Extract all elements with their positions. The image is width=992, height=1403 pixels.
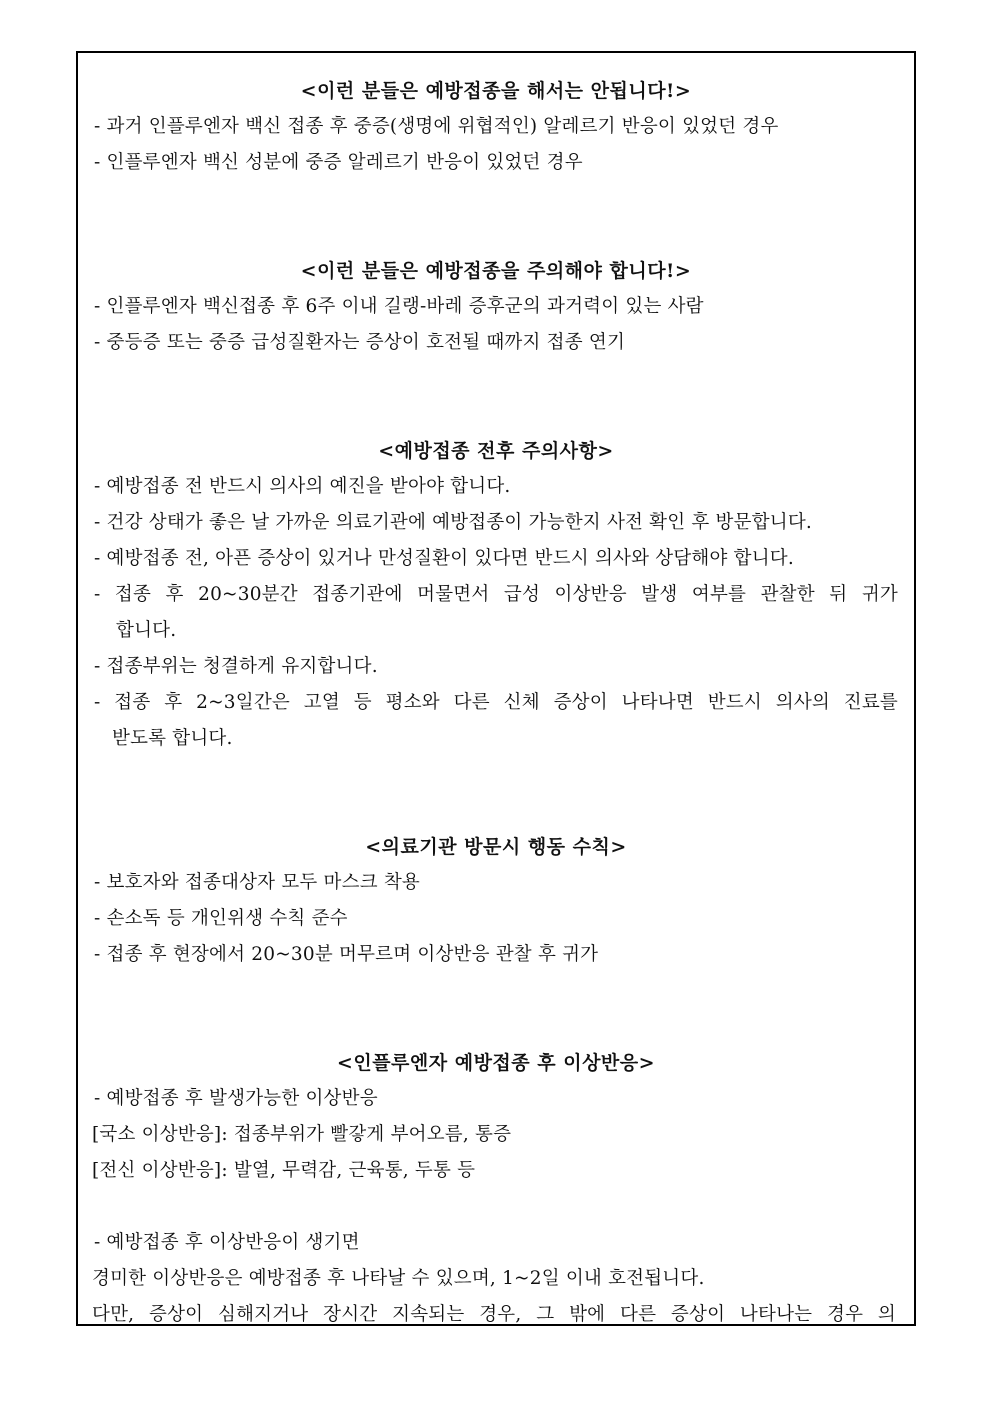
section-heading: <이런 분들은 예방접종을 해서는 안됩니다!>	[300, 80, 692, 102]
blank-line	[78, 1189, 914, 1225]
section-heading: <인플루엔자 예방접종 후 이상반응>	[336, 1052, 656, 1074]
list-item: - 보호자와 접종대상자 모두 마스크 착용	[94, 872, 420, 893]
section-heading: <의료기관 방문시 행동 수칙>	[365, 836, 627, 858]
section-heading: <이런 분들은 예방접종을 주의해야 합니다!>	[300, 260, 692, 282]
list-item-continuation: 합니다.	[116, 620, 177, 641]
paragraph-line: 경미한 이상반응은 예방접종 후 나타날 수 있으며, 1~2일 이내 호전됩니다.	[92, 1268, 705, 1289]
section-contraindications	[78, 73, 914, 181]
list-item: - 예방접종 후 발생가능한 이상반응	[94, 1088, 378, 1109]
list-item: - 인플루엔자 백신 성분에 중증 알레르기 반응이 있었던 경우	[94, 152, 583, 173]
list-item: - 접종 후 현장에서 20~30분 머무르며 이상반응 관찰 후 귀가	[94, 944, 599, 965]
list-item: - 접종 후 2~3일간은 고열 등 평소와 다른 신체 증상이 나타나면 반드시 의사의 진료를	[94, 692, 898, 713]
list-item: - 접종부위는 청결하게 유지합니다.	[94, 656, 378, 677]
list-item: - 인플루엔자 백신접종 후 6주 이내 길랭-바레 증후군의 과거력이 있는 사람	[94, 296, 704, 317]
list-item: - 중등증 또는 중증 급성질환자는 증상이 호전될 때까지 접종 연기	[94, 332, 626, 353]
list-item: - 예방접종 전, 아픈 증상이 있거나 만성질환이 있다면 반드시 의사와 상담해야 합니다.	[94, 548, 794, 569]
list-item: - 손소독 등 개인위생 수칙 준수	[94, 908, 348, 929]
section-clinic-visit-rules	[78, 829, 914, 973]
list-item: - 과거 인플루엔자 백신 접종 후 중증(생명에 위협적인) 알레르기 반응이 있었던 경우	[94, 116, 779, 137]
list-item: - 예방접종 전 반드시 의사의 예진을 받아야 합니다.	[94, 476, 511, 497]
list-item: - 예방접종 후 이상반응이 생기면	[94, 1232, 360, 1253]
paragraph-line: 다만, 증상이 심해지거나 장시간 지속되는 경우, 그 밖에 다른 증상이 나타나는 경우 의	[92, 1304, 896, 1325]
section-before-after-cautions	[78, 433, 914, 757]
list-item: - 접종 후 20~30분간 접종기관에 머물면서 급성 이상반응 발생 여부를 관찰한 뒤 귀가	[94, 584, 898, 605]
list-item: - 건강 상태가 좋은 날 가까운 의료기관에 예방접종이 가능한지 사전 확인 후 방문합니다.	[94, 512, 812, 533]
section-precautions	[78, 253, 914, 361]
section-heading: <예방접종 전후 주의사항>	[378, 440, 614, 462]
notice-document-box	[76, 51, 916, 1326]
list-item-continuation: 받도록 합니다.	[112, 728, 233, 749]
section-adverse-reactions	[78, 1045, 914, 1326]
list-item: [국소 이상반응]: 접종부위가 빨갛게 부어오름, 통증	[92, 1124, 512, 1145]
list-item: [전신 이상반응]: 발열, 무력감, 근육통, 두통 등	[92, 1160, 476, 1181]
